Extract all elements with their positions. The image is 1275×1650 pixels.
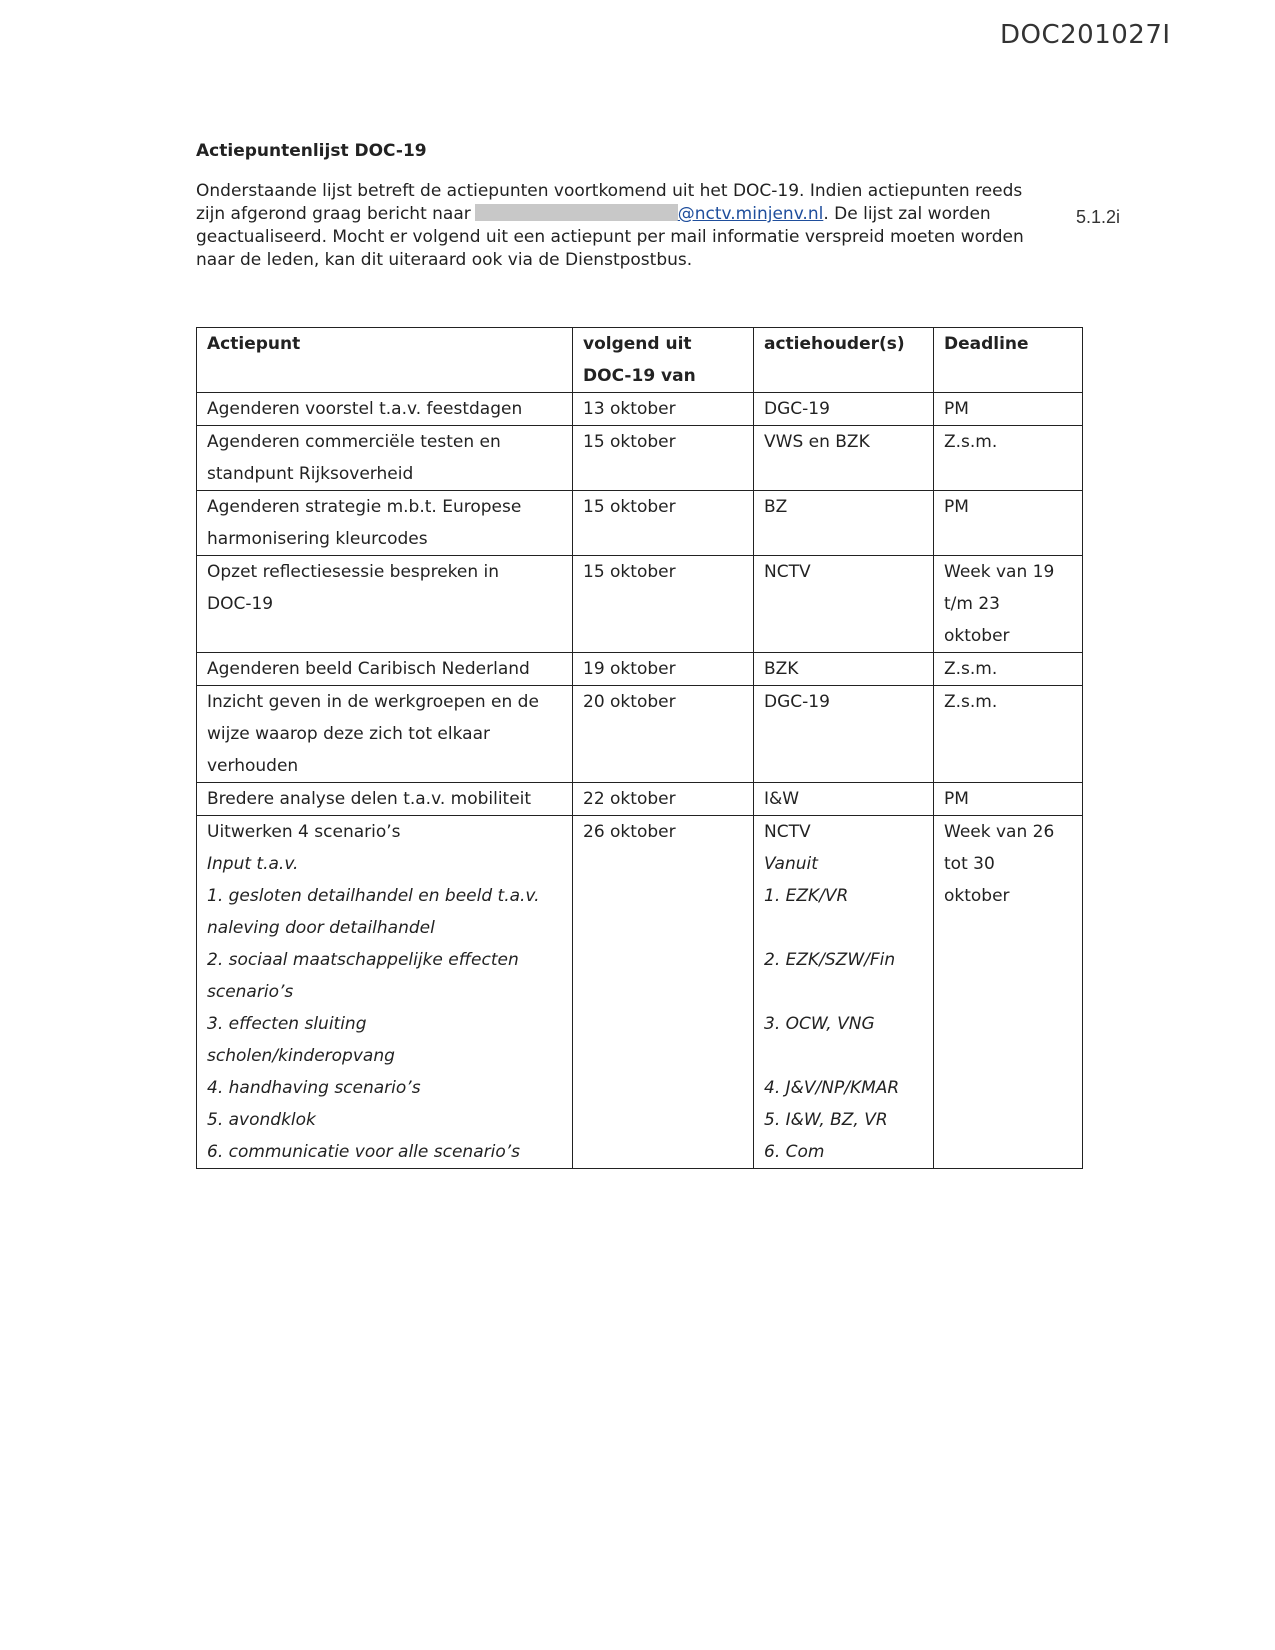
cell-actiepunt [197, 686, 573, 783]
header-actiepunt: Actiepunt [197, 328, 573, 393]
email-link[interactable]: @nctv.minjenv.nl [677, 204, 824, 224]
table-row [197, 393, 1083, 426]
cell-datum [573, 426, 754, 491]
cell-text: 3. OCW, VNG [764, 1014, 875, 1034]
cell-text: 6. Com [764, 1142, 825, 1162]
cell-text: PM [944, 789, 969, 809]
cell-text: Agenderen commerciële testen en [207, 432, 501, 452]
cell-actiepunt [197, 393, 573, 426]
intro-line-2 [196, 203, 1076, 226]
header-volgend-uit: volgend uit DOC-19 van [573, 328, 754, 393]
cell-deadline [934, 426, 1083, 491]
cell-text: standpunt Rijksoverheid [207, 464, 414, 484]
table-row [197, 783, 1083, 816]
cell-text: DOC-19 [207, 594, 274, 614]
cell-text: Vanuit [764, 854, 818, 874]
spacer [764, 1040, 923, 1072]
intro-paragraph [196, 180, 1076, 272]
cell-text: 13 oktober [583, 399, 676, 419]
cell-text: VWS en BZK [764, 432, 870, 452]
cell-deadline [934, 653, 1083, 686]
cell-deadline [934, 491, 1083, 556]
spacer [764, 912, 923, 944]
cell-text: BZ [764, 497, 788, 517]
cell-datum [573, 653, 754, 686]
cell-text: Week van 19 [944, 562, 1055, 582]
cell-deadline [934, 686, 1083, 783]
intro-line-2-tail: . De lijst zal worden [823, 204, 991, 224]
cell-text: BZK [764, 659, 799, 679]
cell-text: 20 oktober [583, 692, 676, 712]
cell-text: t/m 23 [944, 594, 1000, 614]
header-actiehouders: actiehouder(s) [754, 328, 934, 393]
cell-houder [754, 686, 934, 783]
table-header-row [197, 328, 1083, 393]
redaction-code: 5.1.2i [1076, 207, 1121, 227]
cell-text: 22 oktober [583, 789, 676, 809]
cell-deadline [934, 816, 1083, 1169]
cell-houder [754, 816, 934, 1169]
action-items-table [196, 327, 1083, 1169]
cell-text: 4. handhaving scenario’s [207, 1078, 421, 1098]
cell-text: Agenderen beeld Caribisch Nederland [207, 659, 530, 679]
cell-datum [573, 393, 754, 426]
cell-text: 26 oktober [583, 822, 676, 842]
cell-actiepunt [197, 653, 573, 686]
cell-text: 4. J&V/NP/KMAR [764, 1078, 900, 1098]
document-id: DOC201027I [1000, 20, 1171, 50]
cell-datum [573, 783, 754, 816]
cell-text: 15 oktober [583, 432, 676, 452]
table-row [197, 426, 1083, 491]
cell-text: 15 oktober [583, 562, 676, 582]
cell-text: PM [944, 497, 969, 517]
cell-text: 1. EZK/VR [764, 886, 849, 906]
cell-datum [573, 556, 754, 653]
intro-line-3: geactualiseerd. Mocht er volgend uit een actiepunt per mail informatie verspreid moeten worden [196, 227, 1024, 247]
cell-text: 2. sociaal maatschappelijke effecten [207, 950, 519, 970]
cell-text: 19 oktober [583, 659, 676, 679]
cell-text: 6. communicatie voor alle scenario’s [207, 1142, 520, 1162]
cell-text: 3. effecten sluiting [207, 1014, 367, 1034]
cell-text: Z.s.m. [944, 432, 998, 452]
table-row [197, 491, 1083, 556]
cell-text: Opzet reflectiesessie bespreken in [207, 562, 500, 582]
cell-text: Input t.a.v. [207, 854, 299, 874]
cell-text: 2. EZK/SZW/Fin [764, 950, 896, 970]
cell-text: harmonisering kleurcodes [207, 529, 428, 549]
cell-datum [573, 816, 754, 1169]
cell-text: Week van 26 [944, 822, 1055, 842]
cell-text: DGC-19 [764, 399, 830, 419]
cell-text: Z.s.m. [944, 659, 998, 679]
header-deadline: Deadline [934, 328, 1083, 393]
cell-text: Agenderen strategie m.b.t. Europese [207, 497, 522, 517]
spacer [764, 976, 923, 1008]
cell-text: I&W [764, 789, 800, 809]
cell-text: Inzicht geven in de werkgroepen en de [207, 692, 539, 712]
document-title: Actiepuntenlijst DOC-19 [196, 141, 427, 161]
cell-deadline [934, 393, 1083, 426]
redaction-block [475, 204, 678, 221]
cell-text: Bredere analyse delen t.a.v. mobiliteit [207, 789, 532, 809]
table-row [197, 653, 1083, 686]
cell-text: 1. gesloten detailhandel en beeld t.a.v. [207, 886, 540, 906]
intro-line-4: naar de leden, kan dit uiteraard ook via de Dienstpostbus. [196, 250, 693, 270]
cell-deadline [934, 556, 1083, 653]
cell-text: PM [944, 399, 969, 419]
intro-line-1: Onderstaande lijst betreft de actiepunten voortkomend uit het DOC-19. Indien actiepunten reeds [196, 181, 1023, 201]
cell-actiepunt [197, 426, 573, 491]
cell-text: oktober [944, 886, 1010, 906]
cell-text: verhouden [207, 756, 299, 776]
cell-text: Uitwerken 4 scenario’s [207, 822, 401, 842]
cell-text: tot 30 [944, 854, 995, 874]
cell-datum [573, 491, 754, 556]
cell-datum [573, 686, 754, 783]
cell-actiepunt [197, 491, 573, 556]
intro-line-2-text: zijn afgerond graag bericht naar [196, 204, 471, 224]
cell-text: oktober [944, 626, 1010, 646]
cell-text: Z.s.m. [944, 692, 998, 712]
cell-houder [754, 556, 934, 653]
cell-houder [754, 393, 934, 426]
cell-text: 15 oktober [583, 497, 676, 517]
cell-text: NCTV [764, 562, 811, 582]
cell-text: scholen/kinderopvang [207, 1046, 395, 1066]
cell-actiepunt [197, 783, 573, 816]
cell-text: 5. avondklok [207, 1110, 316, 1130]
table-row-last [197, 816, 1083, 1169]
cell-actiepunt [197, 816, 573, 1169]
cell-deadline [934, 783, 1083, 816]
cell-text: DGC-19 [764, 692, 830, 712]
cell-text: 5. I&W, BZ, VR [764, 1110, 888, 1130]
table-row [197, 686, 1083, 783]
cell-actiepunt [197, 556, 573, 653]
cell-houder [754, 491, 934, 556]
table-row [197, 556, 1083, 653]
cell-houder [754, 426, 934, 491]
cell-houder [754, 783, 934, 816]
cell-houder [754, 653, 934, 686]
cell-text: naleving door detailhandel [207, 918, 435, 938]
cell-text: NCTV [764, 822, 811, 842]
cell-text: wijze waarop deze zich tot elkaar [207, 724, 490, 744]
cell-text: Agenderen voorstel t.a.v. feestdagen [207, 399, 523, 419]
cell-text: scenario’s [207, 982, 294, 1002]
